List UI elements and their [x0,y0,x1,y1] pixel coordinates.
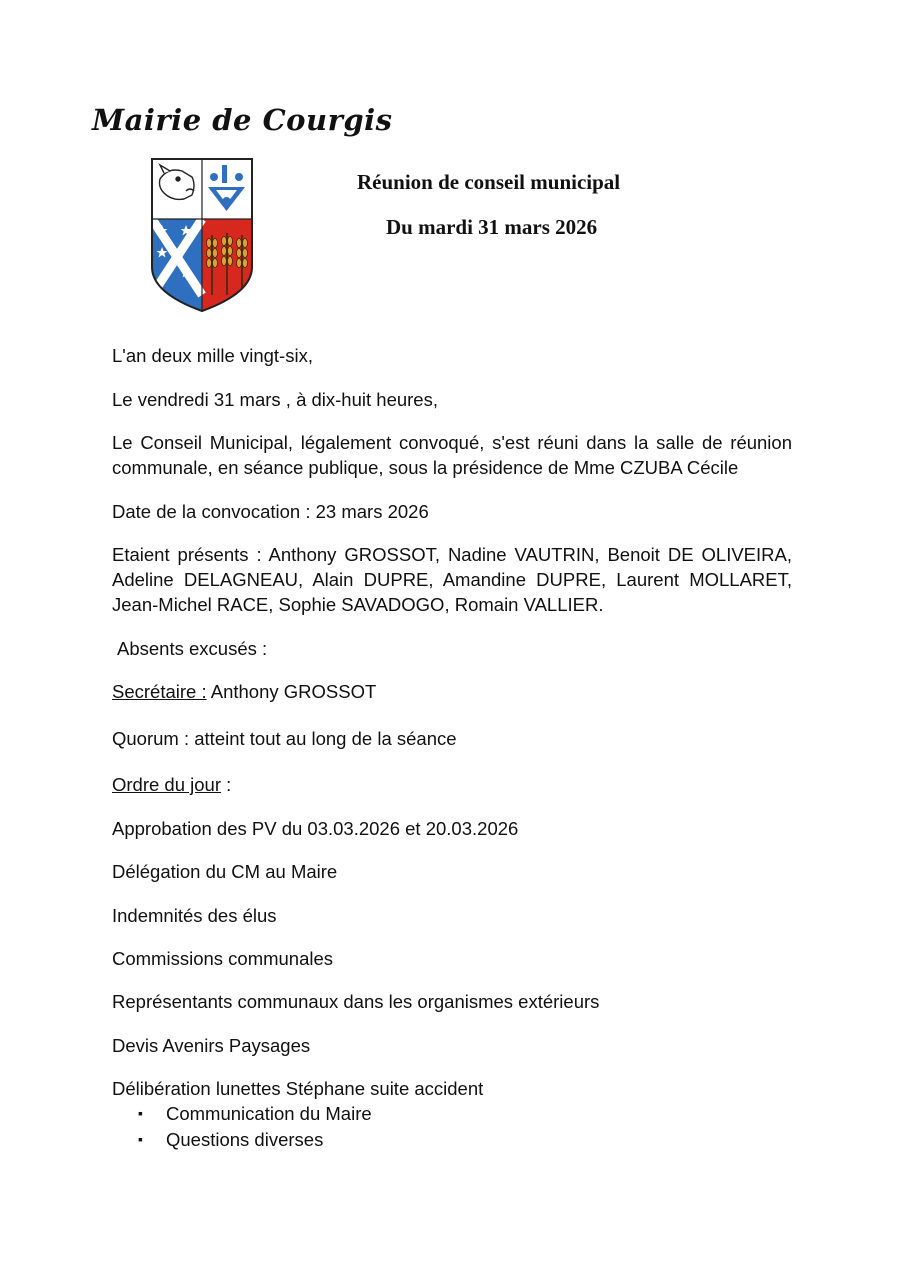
quorum-line: Quorum : atteint tout au long de la séance [112,728,457,749]
convocation-date: Date de la convocation : 23 mars 2026 [112,501,429,522]
bullet-icon: ▪ [138,1105,143,1121]
secretary-label: Secrétaire : [112,681,207,702]
year-line: L'an deux mille vingt-six, [112,345,313,366]
council-paragraph: Le Conseil Municipal, légalement convoqué, s'est réuni dans la salle de réunion communale, en séance publique, sous la présidence de Mme CZUBA Cécile [112,432,792,478]
meeting-date: Du mardi 31 mars 2026 [386,215,598,239]
mairie-title: Mairie de Courgis [92,103,393,137]
agenda-item: Indemnités des élus [112,905,277,926]
absent-line: Absents excusés : [117,638,268,659]
bullet-icon: ▪ [138,1131,143,1147]
bullet-item [138,1101,372,1126]
bullet-text: Questions diverses [166,1129,324,1150]
bullet-item [138,1127,323,1152]
meeting-title: Réunion de conseil municipal [357,170,621,194]
agenda-heading [112,772,792,797]
agenda-item: Devis Avenirs Paysages [112,1035,311,1056]
agenda-item: Commissions communales [112,948,334,969]
agenda-colon: : [221,774,232,795]
agenda-item: Délibération lunettes Stéphane suite accident [112,1078,484,1099]
agenda-label: Ordre du jour [112,774,221,795]
day-line: Le vendredi 31 mars , à dix-huit heures, [112,389,438,410]
present-members: Etaient présents : Anthony GROSSOT, Nadine VAUTRIN, Benoit DE OLIVEIRA, Adeline DELAGNEAU, Alain DUPRE, Amandine DUPRE, Laurent MOLLARET, Jean-Michel RACE, Sophie SAVADOGO, Romain VALLIER. [112,544,792,615]
coat-of-arms-icon [148,155,256,315]
agenda-item: Représentants communaux dans les organismes extérieurs [112,991,600,1012]
agenda-item: Délégation du CM au Maire [112,861,338,882]
secretary-line [112,679,792,704]
bullet-text: Communication du Maire [166,1103,372,1124]
agenda-item: Approbation des PV du 03.03.2026 et 20.03.2026 [112,818,519,839]
secretary-name: Anthony GROSSOT [210,681,377,702]
